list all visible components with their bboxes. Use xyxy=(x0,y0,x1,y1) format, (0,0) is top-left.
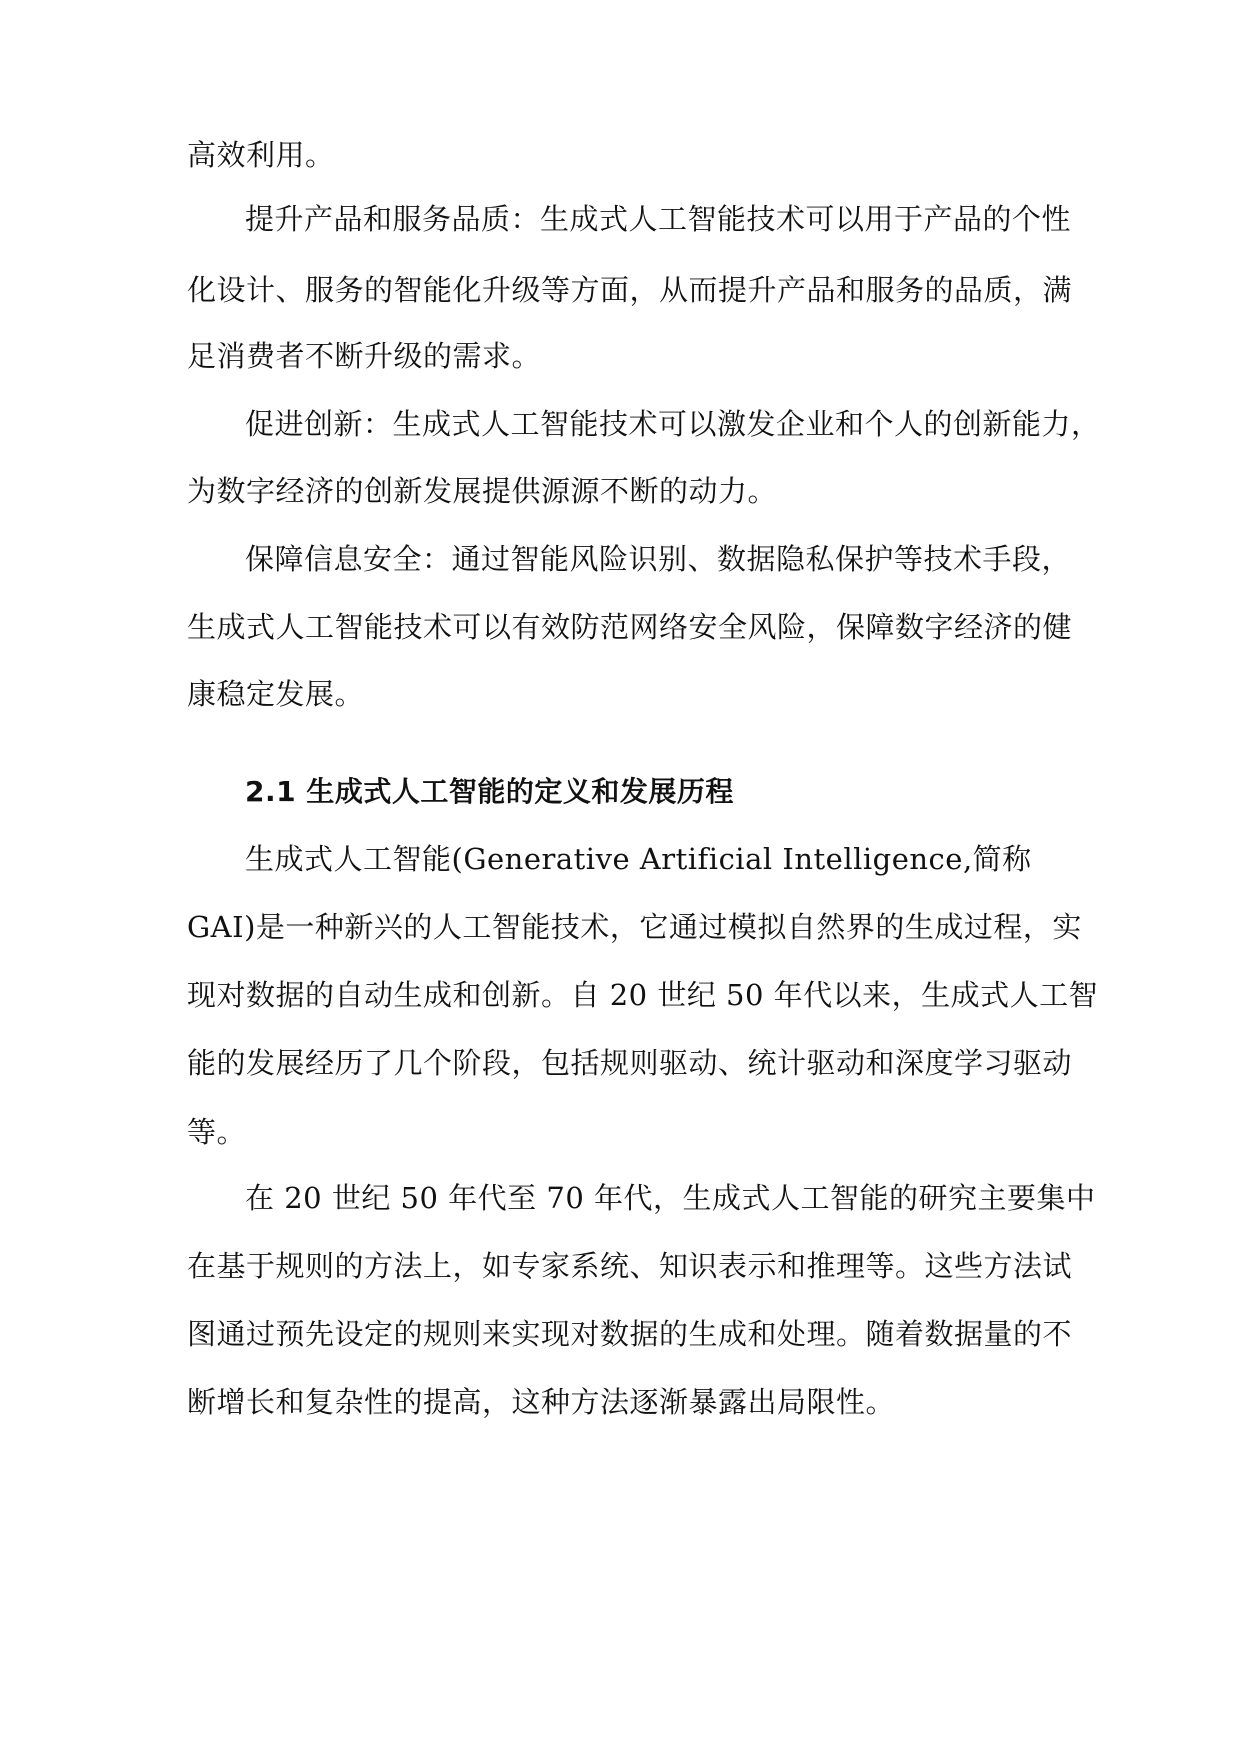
paragraph-line: 化设计、服务的智能化升级等方面，从而提升产品和服务的品质，满 xyxy=(187,273,1073,307)
paragraph-line: 促进创新：生成式人工智能技术可以激发企业和个人的创新能力， xyxy=(245,407,1101,441)
paragraph-line: 图通过预先设定的规则来实现对数据的生成和处理。随着数据量的不 xyxy=(187,1317,1073,1351)
paragraph-line: 在 20 世纪 50 年代至 70 年代，生成式人工智能的研究主要集中 xyxy=(245,1181,1096,1215)
paragraph-line: 现对数据的自动生成和创新。自 20 世纪 50 年代以来，生成式人工智 xyxy=(187,978,1099,1012)
paragraph-line: 生成式人工智能技术可以有效防范网络安全风险，保障数字经济的健 xyxy=(187,610,1073,644)
paragraph-line: 高效利用。 xyxy=(187,138,335,172)
paragraph-line: 保障信息安全：通过智能风险识别、数据隐私保护等技术手段， xyxy=(245,542,1072,576)
paragraph-line: 断增长和复杂性的提高，这种方法逐渐暴露出局限性。 xyxy=(187,1385,896,1419)
paragraph-line: 足消费者不断升级的需求。 xyxy=(187,339,542,373)
paragraph-line: 在基于规则的方法上，如专家系统、知识表示和推理等。这些方法试 xyxy=(187,1249,1073,1283)
paragraph-line: 生成式人工智能(Generative Artificial Intelligence,简称 xyxy=(245,842,1032,876)
paragraph-line: 为数字经济的创新发展提供源源不断的动力。 xyxy=(187,474,778,508)
paragraph-line: 能的发展经历了几个阶段，包括规则驱动、统计驱动和深度学习驱动 xyxy=(187,1046,1073,1080)
paragraph-line: 等。 xyxy=(187,1115,247,1149)
paragraph-line: 提升产品和服务品质：生成式人工智能技术可以用于产品的个性 xyxy=(245,202,1072,236)
paragraph-line: 康稳定发展。 xyxy=(187,677,365,711)
paragraph-line: GAI)是一种新兴的人工智能技术，它通过模拟自然界的生成过程，实 xyxy=(187,910,1082,944)
section-heading: 2.1 生成式人工智能的定义和发展历程 xyxy=(245,775,734,808)
